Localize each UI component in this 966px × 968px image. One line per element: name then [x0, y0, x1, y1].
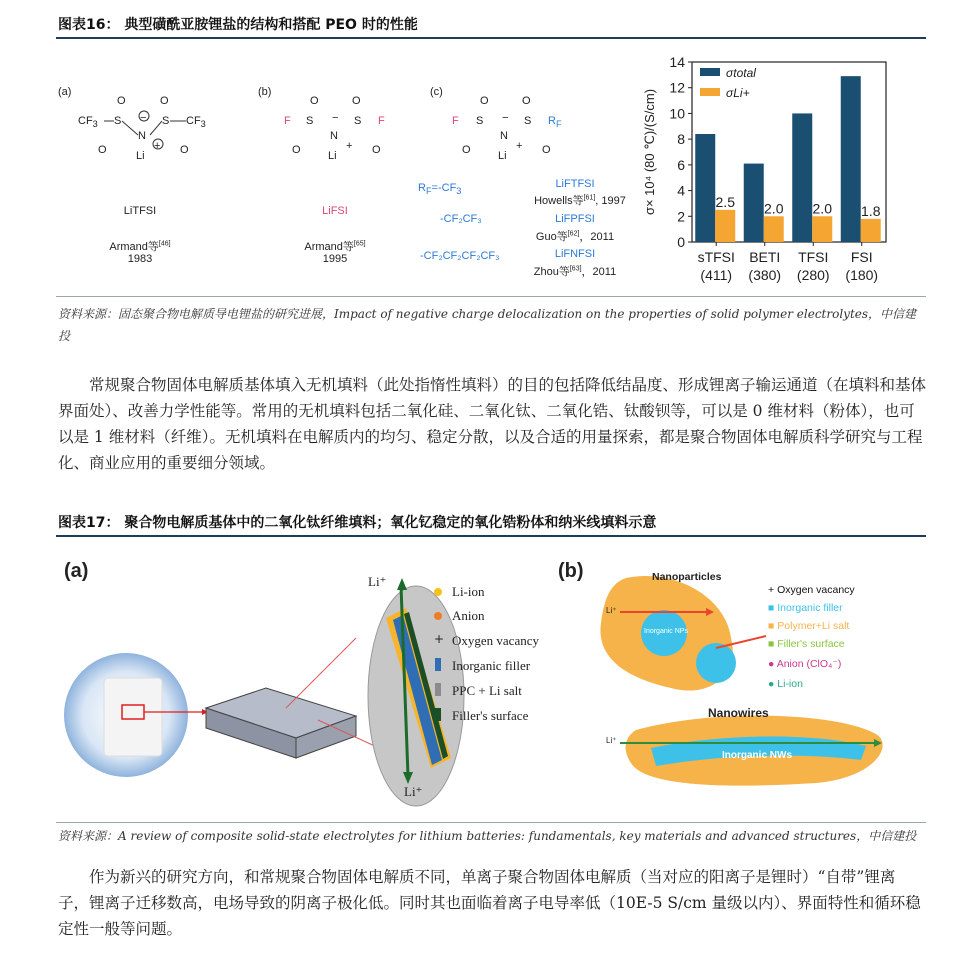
salt-name-lifnfsi: LiFNFSI: [554, 248, 596, 260]
legend-label: σLi+: [726, 86, 750, 100]
x-tick-sublabel: (380): [748, 267, 782, 283]
ref-armand-1983: Armand等[46]: [109, 240, 171, 253]
atom-o: O: [160, 95, 169, 107]
figure17-source-rule: [56, 822, 926, 823]
legend-b-filler-surface: ■ Filler's surface: [768, 638, 845, 650]
figure17-panel-a: [56, 548, 556, 810]
panel-a-label: (a): [58, 86, 72, 98]
atom-s-left: S: [476, 115, 484, 127]
atom-o: O: [292, 144, 301, 156]
ref-year-1995: 1995: [322, 253, 348, 265]
legend-b-anion: ● Anion (ClO₄⁻): [768, 658, 842, 670]
li-ion-top: Li⁺: [368, 574, 387, 589]
minus-charge: −: [332, 112, 339, 124]
y-tick-label: 0: [677, 234, 685, 250]
bar-sigma-li: [861, 219, 881, 242]
legend-a-filler-surface: Filler's surface: [452, 708, 529, 723]
data-label: 1.8: [861, 202, 881, 219]
bar-sigma-li: [812, 216, 832, 242]
inorganic-filler-swatch: [435, 658, 441, 671]
legend-swatch: [700, 88, 720, 96]
rf-cf2cf3: -CF₂CF₃: [440, 213, 482, 225]
bar-sigma-total: [695, 134, 715, 242]
atom-f-left: F: [284, 115, 291, 127]
data-label: 2.5: [715, 193, 735, 210]
bar-sigma-total: [744, 164, 764, 242]
data-label: 2.0: [764, 200, 784, 217]
legend-b-polymer: ■ Polymer+Li salt: [768, 620, 850, 632]
panel-c-label: (c): [430, 86, 443, 98]
plus-charge: +: [346, 140, 353, 152]
figure17-source: 资料来源：A review of composite solid-state electrolytes for lithium batteries: fundamentals, key materials and advanced structures，中信建投: [58, 829, 917, 843]
nanowires-label: Nanowires: [708, 706, 769, 720]
atom-rf: $R_F$: [548, 115, 562, 130]
atom-o: O: [372, 144, 381, 156]
atom-s-right: S: [524, 115, 532, 127]
panel-b-illustration: [556, 548, 926, 810]
legend-b-oxygen-vacancy: + Oxygen vacancy: [768, 584, 855, 596]
x-tick-label: FSI: [850, 249, 873, 265]
salt-name-lifsi: LiFSI: [322, 205, 348, 217]
y-tick-label: 2: [677, 208, 685, 225]
salt-name-litfsi: LiTFSI: [123, 205, 157, 217]
np-label: Inorganic NPs: [644, 628, 688, 635]
ref-zhou-2011: Zhou等[63]，2011: [533, 265, 617, 278]
li-ion-swatch: [434, 588, 442, 596]
nw-label: Inorganic NWs: [722, 750, 793, 761]
nanoparticle-2: [696, 643, 736, 683]
plus-charge: +: [516, 140, 523, 152]
legend-a-li-ion: Li-ion: [452, 584, 485, 599]
rf-cf2cf2cf2cf3: -CF₂CF₂CF₂CF₃: [420, 250, 500, 262]
y-tick-label: 10: [669, 105, 685, 122]
figure16-top-rule: [56, 37, 926, 39]
legend-swatch: [700, 68, 720, 76]
salt-name-lifpfsi: LiFPFSI: [555, 213, 595, 225]
atom-o: O: [180, 144, 189, 156]
legend-a-inorganic-filler: Inorganic filler: [452, 658, 531, 673]
y-tick-label: 6: [677, 156, 685, 173]
li-label: Li⁺: [606, 736, 617, 745]
rf-cf3: $R_F=-CF_3$: [418, 182, 462, 197]
legend-label: σtotal: [726, 66, 756, 80]
figure17-top-rule: [56, 535, 926, 537]
legend-b-inorganic-filler: ■ Inorganic filler: [768, 602, 843, 614]
figure17-title: 图表17： 聚合物电解质基体中的二氧化钛纤维填料；氧化钇稳定的氧化锆粉体和纳米线填料示意: [58, 515, 657, 531]
legend-b-li-ion: ● Li-ion: [768, 678, 803, 690]
atom-li: Li: [498, 150, 507, 162]
x-tick-sublabel: (180): [845, 267, 879, 283]
minus-charge: −: [140, 112, 147, 124]
plus-charge: +: [154, 140, 161, 152]
atom-s-left: S: [114, 115, 122, 127]
atom-cf3-left: $CF_3$: [78, 115, 98, 130]
atom-o: O: [542, 144, 551, 156]
atom-s-left: S: [306, 115, 314, 127]
panel-b-title: (b): [558, 560, 584, 582]
nanoparticles-label: Nanoparticles: [652, 571, 722, 583]
bar-sigma-total: [841, 76, 861, 242]
bar-sigma-total: [792, 113, 812, 242]
ref-guo-2011: Guo等[62]，2011: [535, 230, 615, 243]
atom-o: O: [352, 95, 361, 107]
atom-n: N: [330, 130, 338, 142]
filler-surface-swatch: [435, 708, 441, 721]
legend-a-ppc: PPC + Li salt: [452, 683, 522, 698]
minus-charge: −: [502, 112, 509, 124]
atom-o: O: [310, 95, 319, 107]
ref-howells-1997: Howells等[61], 1997: [534, 194, 626, 207]
atom-s-right: S: [354, 115, 362, 127]
salt-name-liftfsi: LiFTFSI: [555, 178, 595, 190]
legend-a-oxygen-vacancy: Oxygen vacancy: [452, 633, 539, 648]
molecule-a-bonds: [70, 95, 220, 165]
atom-o: O: [462, 144, 471, 156]
figure16-source: 资料来源：固态聚合物电解质导电锂盐的研究进展，Impact of negative charge delocalization on the properties of solid polymer electrolytes，中信建投: [58, 307, 917, 343]
atom-li: Li: [328, 150, 337, 162]
atom-o: O: [117, 95, 126, 107]
atom-li: Li: [136, 150, 145, 162]
figure16-title: 图表16： 典型磺酰亚胺锂盐的结构和搭配 PEO 时的性能: [58, 17, 418, 33]
atom-n: N: [500, 130, 508, 142]
paragraph-1: 常规聚合物固体电解质基体填入无机填料（此处指惰性填料）的目的包括降低结晶度、形成锂离子输运通道（在填料和基体界面处）、改善力学性能等。常用的无机填料包括二氧化硅、二氧化钛、二氧化锆、钛酸钡等，可以是 0 维材料（粉体），也可以是 1 维材料（纤维）。无机填料在电解质内的均匀、稳定分散，以及合适的用量探索，都是聚合物固体电解质科学研究与工程化、商业应用的重要细分领域。: [58, 376, 927, 472]
oxygen-vacancy-swatch: +: [434, 632, 445, 646]
x-tick-label: TFSI: [798, 249, 829, 265]
y-tick-label: 4: [677, 182, 685, 199]
legend-a-anion: Anion: [452, 608, 485, 623]
atom-cf3-right: $CF_3$: [186, 115, 206, 130]
li-ion-bottom: Li⁺: [404, 784, 423, 799]
data-label: 2.0: [812, 200, 832, 217]
y-axis-label: σ× 10⁴ (80 ℃)/(S/cm): [642, 88, 657, 216]
conductivity-bar-chart: [636, 48, 926, 288]
atom-o: O: [522, 95, 531, 107]
anion-swatch: [434, 612, 442, 620]
ref-armand-1995: Armand等[65]: [304, 240, 366, 253]
x-tick-label: sTFSI: [697, 249, 735, 265]
figure17-panel-b: [556, 548, 926, 810]
li-label: Li⁺: [606, 606, 617, 615]
panel-a-title: (a): [64, 560, 89, 582]
atom-f: F: [452, 115, 459, 127]
atom-o: O: [480, 95, 489, 107]
y-tick-label: 8: [677, 131, 685, 148]
figure16-source-rule: [56, 296, 926, 297]
x-tick-sublabel: (411): [700, 267, 733, 283]
x-tick-sublabel: (280): [796, 267, 830, 283]
panel-b-label: (b): [258, 86, 272, 98]
ref-year-1983: 1983: [127, 253, 153, 265]
ppc-swatch: [435, 683, 441, 696]
bar-sigma-li: [764, 216, 784, 242]
atom-o: O: [98, 144, 107, 156]
atom-n: N: [138, 130, 146, 142]
x-tick-label: BETI: [749, 249, 781, 265]
paragraph-2: 作为新兴的研究方向，和常规聚合物固体电解质不同，单离子聚合物固体电解质（当对应的阳离子是锂时）“自带”锂离子，锂离子迁移数高，电场导致的阴离子极化低。同时其也面临着离子电导率低（10E-5 S/cm 量级以内）、界面特性和循环稳定性一般等问题。: [58, 868, 921, 938]
atom-f-right: F: [378, 115, 385, 127]
y-tick-label: 14: [669, 54, 685, 70]
bar-sigma-li: [715, 210, 735, 242]
atom-s-right: S: [162, 115, 170, 127]
y-tick-label: 12: [669, 79, 685, 96]
